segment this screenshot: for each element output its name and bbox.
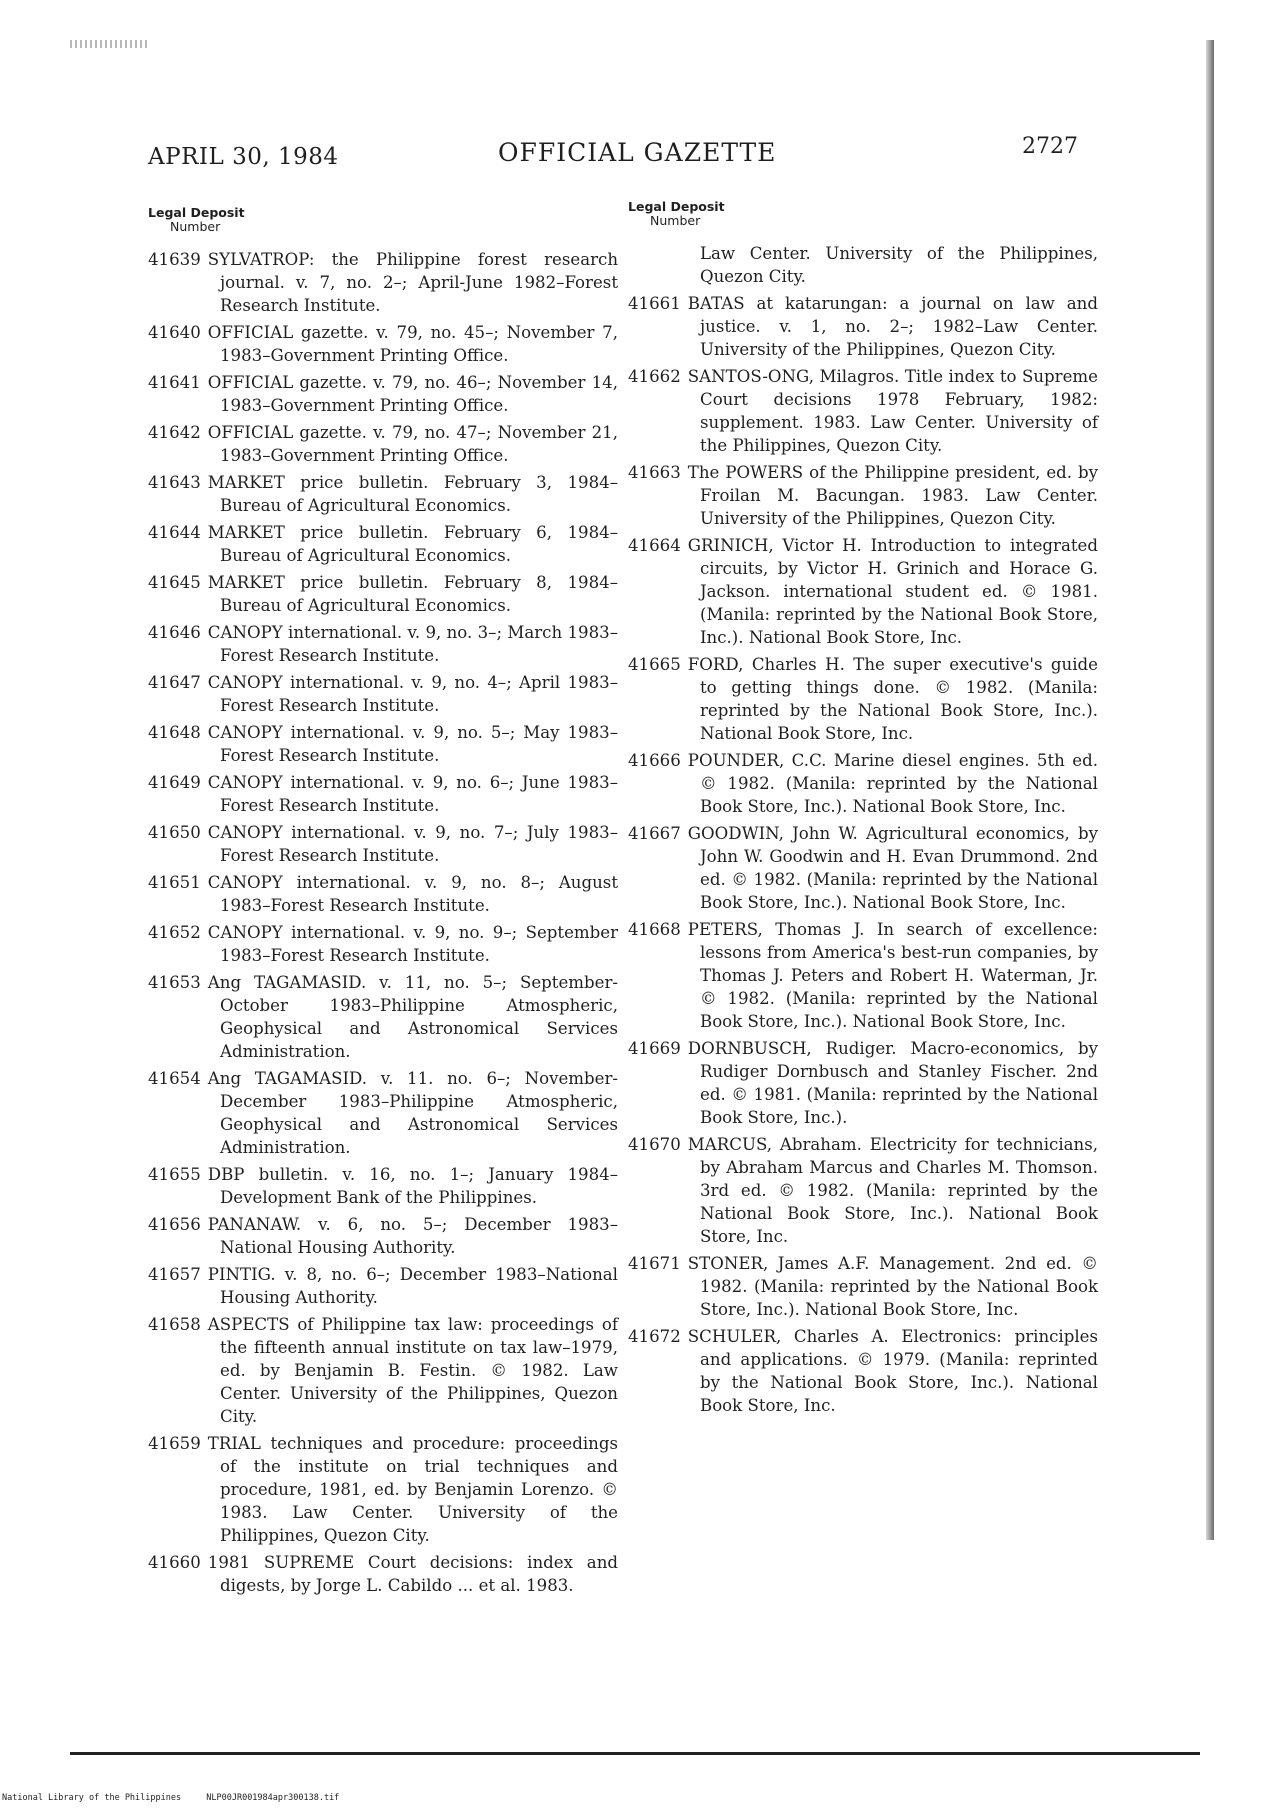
scan-speckle xyxy=(70,40,150,48)
header-date: APRIL 30, 1984 xyxy=(148,144,339,170)
deposit-description: SCHULER, Charles A. Electronics: principles and applications. © 1979. (Manila: reprinted by the National Book Store, Inc.). National Book Store, Inc. xyxy=(687,1327,1098,1415)
page-header xyxy=(0,134,1274,174)
deposit-entry xyxy=(148,1163,618,1209)
deposit-entry xyxy=(148,1551,618,1597)
deposit-number: 41662 xyxy=(628,367,681,386)
right-heading-label: Legal Deposit xyxy=(628,199,725,214)
deposit-number: 41663 xyxy=(628,463,681,482)
deposit-number: 41648 xyxy=(148,723,201,742)
deposit-entry xyxy=(628,1325,1098,1417)
deposit-number: 41669 xyxy=(628,1039,681,1058)
deposit-entry xyxy=(148,921,618,967)
deposit-description: GOODWIN, John W. Agricultural economics, by John W. Goodwin and H. Evan Drummond. 2nd ed. © 1982. (Manila: reprinted by the National Book Store, Inc.). National Book Store, Inc. xyxy=(687,824,1098,912)
deposit-description: POUNDER, C.C. Marine diesel engines. 5th ed. © 1982. (Manila: reprinted by the National Book Store, Inc.). National Book Store, Inc. xyxy=(687,751,1098,816)
deposit-entry xyxy=(148,321,618,367)
deposit-entry xyxy=(628,918,1098,1033)
deposit-description: ASPECTS of Philippine tax law: proceedings of the fifteenth annual institute on tax law–1979, ed. by Benjamin B. Festin. © 1982. Law Center. University of the Philippines, Quezon City. xyxy=(207,1315,618,1426)
deposit-entry xyxy=(148,1432,618,1547)
deposit-description: CANOPY international. v. 9, no. 4–; April 1983–Forest Research Institute. xyxy=(207,673,618,715)
deposit-entry xyxy=(148,421,618,467)
deposit-description: Ang TAGAMASID. v. 11, no. 5–; September-October 1983–Philippine Atmospheric, Geophysical and Astronomical Services Administration. xyxy=(207,973,618,1061)
page-edge-shadow xyxy=(1206,40,1214,1540)
deposit-description: OFFICIAL gazette. v. 79, no. 45–; November 7, 1983–Government Printing Office. xyxy=(207,323,618,365)
deposit-description: The POWERS of the Philippine president, ed. by Froilan M. Bacungan. 1983. Law Center. University of the Philippines, Quezon City. xyxy=(687,463,1098,528)
deposit-number: 41651 xyxy=(148,873,201,892)
deposit-description: GRINICH, Victor H. Introduction to integrated circuits, by Victor H. Grinich and Horace G. Jackson. international student ed. © 1981. (Manila: reprinted by the National Book Store, Inc.). National Book Store, Inc. xyxy=(687,536,1098,647)
deposit-description: CANOPY international. v. 9, no. 5–; May 1983–Forest Research Institute. xyxy=(207,723,618,765)
deposit-entry xyxy=(148,871,618,917)
deposit-number: 41657 xyxy=(148,1265,201,1284)
deposit-number: 41647 xyxy=(148,673,201,692)
deposit-description: MARKET price bulletin. February 8, 1984–Bureau of Agricultural Economics. xyxy=(207,573,618,615)
deposit-entry xyxy=(628,1252,1098,1321)
deposit-description: CANOPY international. v. 9, no. 9–; September 1983–Forest Research Institute. xyxy=(207,923,618,965)
deposit-description: 1981 SUPREME Court decisions: index and digests, by Jorge L. Cabildo ... et al. 1983. xyxy=(207,1553,618,1595)
deposit-number: 41664 xyxy=(628,536,681,555)
deposit-entry xyxy=(628,365,1098,457)
deposit-entry xyxy=(148,671,618,717)
left-heading-label: Legal Deposit xyxy=(148,205,245,220)
deposit-entry xyxy=(148,1067,618,1159)
deposit-description: MARKET price bulletin. February 6, 1984–Bureau of Agricultural Economics. xyxy=(207,523,618,565)
page-number: 2727 xyxy=(1022,134,1078,159)
deposit-entry xyxy=(148,521,618,567)
deposit-description: CANOPY international. v. 9, no. 8–; August 1983–Forest Research Institute. xyxy=(207,873,618,915)
deposit-description: FORD, Charles H. The super executive's guide to getting things done. © 1982. (Manila: reprinted by the National Book Store, Inc.). National Book Store, Inc. xyxy=(687,655,1098,743)
deposit-entry xyxy=(148,621,618,667)
deposit-number: 41667 xyxy=(628,824,681,843)
deposit-number: 41670 xyxy=(628,1135,681,1154)
deposit-number: 41654 xyxy=(148,1069,201,1088)
right-column-heading xyxy=(628,200,1098,228)
deposit-description: CANOPY international. v. 9, no. 7–; July 1983–Forest Research Institute. xyxy=(207,823,618,865)
footer-library: National Library of the Philippines xyxy=(2,1793,182,1803)
deposit-number: 41649 xyxy=(148,773,201,792)
deposit-description: PETERS, Thomas J. In search of excellence: lessons from America's best-run companies, by Thomas J. Peters and Robert H. Waterman, Jr. © 1982. (Manila: reprinted by the National Book Store, Inc.). National Book Store, Inc. xyxy=(687,920,1098,1031)
deposit-description: OFFICIAL gazette. v. 79, no. 47–; November 21, 1983–Government Printing Office. xyxy=(207,423,618,465)
footer-file: NLP00JR001984apr300138.tif xyxy=(206,1793,340,1803)
deposit-number: 41655 xyxy=(148,1165,201,1184)
deposit-entry xyxy=(148,571,618,617)
deposit-number: 41668 xyxy=(628,920,681,939)
deposit-description: MARKET price bulletin. February 3, 1984–Bureau of Agricultural Economics. xyxy=(207,473,618,515)
deposit-description: CANOPY international. v. 9, no. 6–; June 1983–Forest Research Institute. xyxy=(207,773,618,815)
scan-footer xyxy=(2,1793,359,1803)
deposit-entry xyxy=(628,461,1098,530)
deposit-number: 41666 xyxy=(628,751,681,770)
deposit-entry xyxy=(148,771,618,817)
deposit-number: 41665 xyxy=(628,655,681,674)
deposit-number: 41659 xyxy=(148,1434,201,1453)
bottom-rule xyxy=(70,1752,1200,1755)
deposit-number: 41660 xyxy=(148,1553,201,1572)
deposit-entry xyxy=(628,653,1098,745)
deposit-description: BATAS at katarungan: a journal on law and justice. v. 1, no. 2–; 1982–Law Center. University of the Philippines, Quezon City. xyxy=(687,294,1098,359)
deposit-number: 41645 xyxy=(148,573,201,592)
deposit-description: MARCUS, Abraham. Electricity for technicians, by Abraham Marcus and Charles M. Thomson. 3rd ed. © 1982. (Manila: reprinted by the National Book Store, Inc.). National Book Store, Inc. xyxy=(687,1135,1098,1246)
deposit-number: 41639 xyxy=(148,250,201,269)
deposit-description: SYLVATROP: the Philippine forest research journal. v. 7, no. 2–; April-June 1982–Forest Research Institute. xyxy=(207,250,618,315)
deposit-number: 41650 xyxy=(148,823,201,842)
left-column xyxy=(148,206,618,1601)
left-column-heading xyxy=(148,206,618,234)
deposit-number: 41644 xyxy=(148,523,201,542)
deposit-entry xyxy=(628,534,1098,649)
deposit-entry xyxy=(148,971,618,1063)
deposit-description: TRIAL techniques and procedure: proceedings of the institute on trial techniques and procedure, 1981, ed. by Benjamin Lorenzo. © 1983. Law Center. University of the Philippines, Quezon City. xyxy=(207,1434,618,1545)
deposit-description: CANOPY international. v. 9, no. 3–; March 1983–Forest Research Institute. xyxy=(207,623,618,665)
continued-entry-text: Law Center. University of the Philippines, Quezon City. xyxy=(700,244,1098,286)
deposit-number: 41658 xyxy=(148,1315,201,1334)
deposit-description: DORNBUSCH, Rudiger. Macro-economics, by Rudiger Dornbusch and Stanley Fischer. 2nd ed. © 1981. (Manila: reprinted by the National Book Store, Inc.). xyxy=(687,1039,1098,1127)
deposit-entry xyxy=(148,371,618,417)
left-entry-list xyxy=(148,248,618,1597)
left-subheading-label: Number xyxy=(170,219,221,234)
deposit-description: PANANAW. v. 6, no. 5–; December 1983–National Housing Authority. xyxy=(207,1215,618,1257)
deposit-entry xyxy=(148,248,618,317)
deposit-description: STONER, James A.F. Management. 2nd ed. © 1982. (Manila: reprinted by the National Book Store, Inc.). National Book Store, Inc. xyxy=(687,1254,1098,1319)
deposit-number: 41652 xyxy=(148,923,201,942)
deposit-number: 41642 xyxy=(148,423,201,442)
deposit-number: 41671 xyxy=(628,1254,681,1273)
deposit-entry xyxy=(148,721,618,767)
right-subheading-label: Number xyxy=(650,213,701,228)
right-column xyxy=(628,200,1098,1421)
deposit-description: SANTOS-ONG, Milagros. Title index to Supreme Court decisions 1978 February, 1982: supplement. 1983. Law Center. University of the Philippines, Quezon City. xyxy=(687,367,1098,455)
deposit-entry xyxy=(148,471,618,517)
deposit-number: 41643 xyxy=(148,473,201,492)
deposit-description: OFFICIAL gazette. v. 79, no. 46–; November 14, 1983–Government Printing Office. xyxy=(207,373,618,415)
deposit-number: 41640 xyxy=(148,323,201,342)
deposit-entry xyxy=(148,1263,618,1309)
deposit-entry xyxy=(628,292,1098,361)
deposit-number: 41672 xyxy=(628,1327,681,1346)
deposit-description: DBP bulletin. v. 16, no. 1–; January 1984–Development Bank of the Philippines. xyxy=(207,1165,618,1207)
deposit-number: 41653 xyxy=(148,973,201,992)
right-entry-list xyxy=(628,292,1098,1417)
deposit-number: 41656 xyxy=(148,1215,201,1234)
deposit-description: Ang TAGAMASID. v. 11. no. 6–; November-December 1983–Philippine Atmospheric, Geophysical and Astronomical Services Administration. xyxy=(207,1069,618,1157)
deposit-number: 41646 xyxy=(148,623,201,642)
deposit-entry xyxy=(148,1313,618,1428)
deposit-description: PINTIG. v. 8, no. 6–; December 1983–National Housing Authority. xyxy=(207,1265,618,1307)
deposit-entry xyxy=(628,1133,1098,1248)
header-title: OFFICIAL GAZETTE xyxy=(498,138,777,167)
deposit-entry xyxy=(628,749,1098,818)
deposit-number: 41661 xyxy=(628,294,681,313)
deposit-entry xyxy=(628,1037,1098,1129)
deposit-number: 41641 xyxy=(148,373,201,392)
deposit-entry xyxy=(628,822,1098,914)
deposit-entry xyxy=(148,821,618,867)
deposit-entry xyxy=(148,1213,618,1259)
